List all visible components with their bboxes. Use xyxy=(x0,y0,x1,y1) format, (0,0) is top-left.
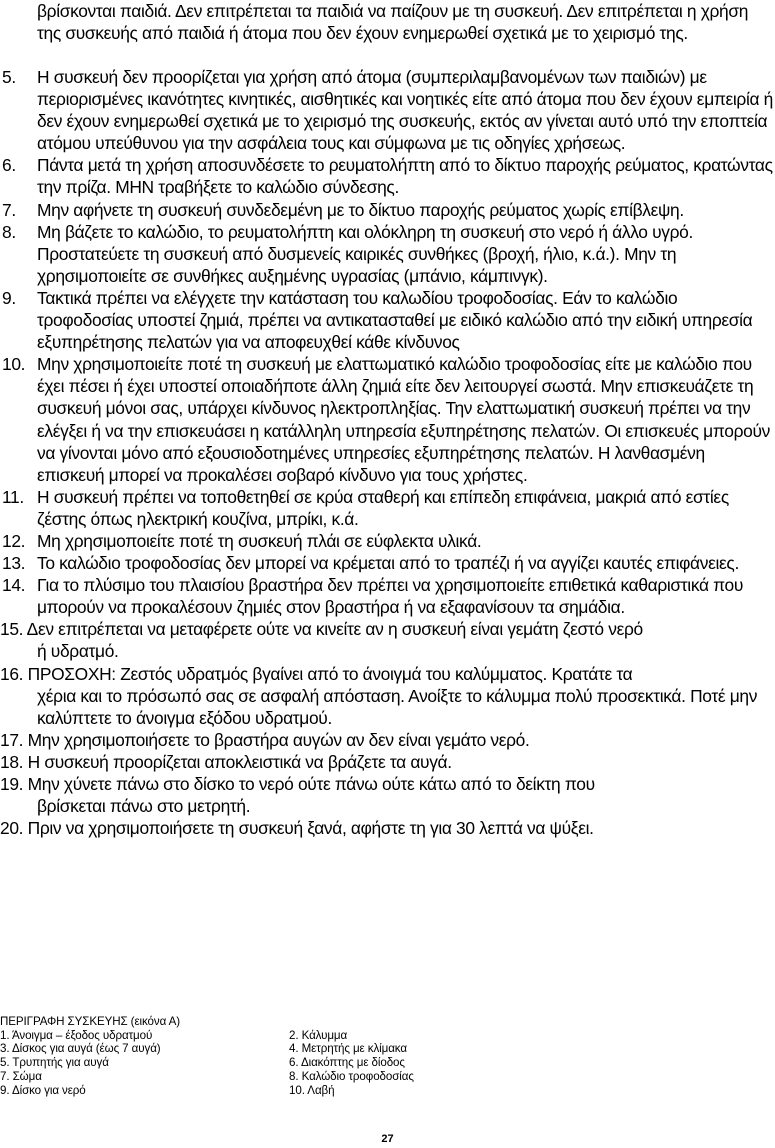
list-item xyxy=(0,199,775,221)
item-number: 13. xyxy=(2,553,26,574)
item-text: Η συσκευή προορίζεται αποκλειστικά να βράζετε τα αυγά. xyxy=(27,751,452,772)
part-item: 2. Κάλυμμα xyxy=(289,1028,348,1042)
item-number: 6. xyxy=(2,155,16,176)
list-item xyxy=(0,729,775,751)
item-number: 8. xyxy=(2,221,16,242)
item-text-continued: ή υδρατμό. xyxy=(37,641,119,662)
list-item xyxy=(0,663,775,729)
item-number: 10. xyxy=(2,354,26,375)
page-number: 27 xyxy=(381,1133,394,1145)
item-text: Δεν επιτρέπεται να μεταφέρετε ούτε να κινείτε αν η συσκευή είναι γεμάτη ζεστό νερό xyxy=(26,619,643,640)
part-item: 7. Σώμα xyxy=(0,1069,42,1083)
item-number: 14. xyxy=(2,575,26,596)
list-item xyxy=(0,552,775,574)
description-title: ΠΕΡΙΓΡΑΦΗ ΣΥΣΚΕΥΗΣ (εικόνα Α) xyxy=(0,1015,181,1028)
item-number: 19. xyxy=(0,774,24,794)
item-number: 17. xyxy=(0,729,24,750)
part-item: 1. Άνοιγμα – έξοδος υδρατμού xyxy=(0,1028,153,1042)
item-text: Μη βάζετε το καλώδιο, το ρευματολήπτη και ολόκληρη τη συσκευή στο νερό ή άλλο υγρό. Προστατεύετε τη συσκευή από δυσμενείς καιρικές συνθήκες (βροχή, ήλιο, κ.ά.). Μην τη χρησιμοποιείτε σε συνθήκες αυξημένης υγρασίας (μπάνιο, κάμπινγκ). xyxy=(37,221,693,286)
item-text: Πάντα μετά τη χρήση αποσυνδέσετε το ρευματολήπτη από το δίκτυο παροχής ρεύματος, κρατώντας την πρίζα. ΜΗΝ τραβήξετε το καλώδιο σύνδεσης. xyxy=(37,155,773,198)
list-item xyxy=(0,154,775,198)
part-item: 6. Διακόπτης με δίοδος xyxy=(289,1056,405,1070)
list-item xyxy=(0,353,775,486)
list-item xyxy=(0,773,775,817)
device-description xyxy=(0,1015,775,1097)
list-item xyxy=(0,574,775,618)
list-item xyxy=(0,817,775,839)
item-text-continued: χέρια και το πρόσωπό σας σε ασφαλή απόσταση. Ανοίξτε το κάλυμμα πολύ προσεκτικά. Ποτέ μην καλύπτετε το άνοιγμα εξόδου υδρατμού. xyxy=(37,685,758,728)
list-item xyxy=(0,486,775,530)
item-text: Μην αφήνετε τη συσκευή συνδεδεμένη με το δίκτυο παροχής ρεύματος χωρίς επίβλεψη. xyxy=(37,199,684,220)
list-item xyxy=(0,221,775,287)
list-item xyxy=(0,287,775,353)
item-number: 15. xyxy=(0,619,24,640)
part-item: 8. Καλώδιο τροφοδοσίας xyxy=(289,1069,414,1083)
item-number: 18. xyxy=(0,751,24,772)
item-text: ΠΡΟΣΟΧΗ: Ζεστός υδρατμός βγαίνει από το άνοιγμά του καλύμματος. Κρατάτε τα xyxy=(27,663,633,684)
item-text: Για το πλύσιμο του πλαισίου βραστήρα δεν πρέπει να χρησιμοποιείτε επιθετικά καθαριστικά που μπορούν να προκαλέσουν ζημιές στον βραστήρα ή να εξαφανίσουν τα σημάδια. xyxy=(37,575,744,618)
parts-list xyxy=(0,1029,775,1098)
item-text: Μην χρησιμοποιήσετε το βραστήρα αυγών αν δεν είναι γεμάτο νερό. xyxy=(27,729,530,750)
item-number: 11. xyxy=(2,486,24,507)
item-text: Μην χρησιμοποιείτε ποτέ τη συσκευή με ελαττωματικό καλώδιο τροφοδοσίας είτε με καλώδιο που έχει πέσει ή έχει υποστεί οποιαδήποτε άλλη ζημιά είτε δεν λειτουργεί σωστά. Μην επισκευάζετε τη συσκευή μόνοι σας, υπάρχει κίνδυνος ηλεκτροπληξίας. Την ελαττωματική συσκευή πρέπει να την ελέγξει ή να την επισκευάσει η κατάλληλη υπηρεσία εξυπηρέτησης πελατών. Οι επισκευές μπορούν να γίνονται μόνο από εξουσιοδοτημένες υπηρεσίες εξυπηρέτησης πελατών. Η λανθασμένη επισκευή μπορεί να προκαλέσει σοβαρό κίνδυνο για τους χρήστες. xyxy=(37,354,770,485)
item-text: Μη χρησιμοποιείτε ποτέ τη συσκευή πλάι σε εύφλεκτα υλικά. xyxy=(37,530,482,551)
list-item xyxy=(0,618,775,662)
intro-paragraph: βρίσκονται παιδιά. Δεν επιτρέπεται τα παιδιά να παίζουν με τη συσκευή. Δεν επιτρέπεται η χρήση της συσκευής από παιδιά ή άτομα που δεν έχουν ενημερωθεί σχετικά με το χειρισμό της. xyxy=(37,1,749,44)
list-item xyxy=(0,751,775,773)
item-number: 12. xyxy=(2,530,26,551)
part-item: 9. Δίσκο για νερό xyxy=(0,1083,86,1097)
item-number: 7. xyxy=(2,199,16,220)
part-item: 10. Λαβή xyxy=(289,1083,335,1097)
item-text: Τακτικά πρέπει να ελέγχετε την κατάσταση του καλωδίου τροφοδοσίας. Εάν το καλώδιο τροφοδοσίας υποστεί ζημιά, πρέπει να αντικατασταθεί με ειδικό καλώδιο από την ειδική υπηρεσία εξυπηρέτησης πελατών για να αποφευχθεί κάθε κίνδυνος xyxy=(37,287,753,353)
part-item: 3. Δίσκος για αυγά (έως 7 αυγά) xyxy=(0,1042,161,1056)
part-item: 4. Μετρητής με κλίμακα xyxy=(289,1042,407,1056)
item-text: Μην χύνετε πάνω στο δίσκο το νερό ούτε πάνω ούτε κάτω από το δείκτη που xyxy=(27,774,595,794)
item-text-continued: βρίσκεται πάνω στο μετρητή. xyxy=(37,796,251,817)
list-item xyxy=(0,66,775,154)
item-text: Πριν να χρησιμοποιήσετε τη συσκευή ξανά, αφήστε τη για 30 λεπτά να ψύξει. xyxy=(27,818,594,839)
item-number: 20. xyxy=(0,818,24,839)
item-number: 9. xyxy=(2,287,16,308)
safety-instructions-list xyxy=(0,66,775,839)
item-text: Η συσκευή δεν προορίζεται για χρήση από άτομα (συμπεριλαμβανομένων των παιδιών) με περιορισμένες ικανότητες κινητικές, αισθητικές και νοητικές είτε από άτομα που δεν έχουν εμπειρία ή δεν έχουν ενημερωθεί σχετικά με το χειρισμό της συσκευής, εκτός αν γίνεται αυτό υπό την εποπτεία ατόμου υπεύθυνου για την ασφάλεια τους και σύμφωνα με τις οδηγίες χρήσεως. xyxy=(37,67,773,154)
item-text: Η συσκευή πρέπει να τοποθετηθεί σε κρύα σταθερή και επίπεδη επιφάνεια, μακριά από εστίες ζέστης όπως ηλεκτρική κουζίνα, μπρίκι, κ.ά. xyxy=(37,486,729,529)
part-item: 5. Τρυπητής για αυγά xyxy=(0,1056,109,1070)
item-text: Το καλώδιο τροφοδοσίας δεν μπορεί να κρέμεται από το τραπέζι ή να αγγίζει καυτές επιφάνειες. xyxy=(37,553,739,574)
list-item xyxy=(0,530,775,552)
item-number: 5. xyxy=(2,67,16,87)
item-number: 16. xyxy=(0,663,24,684)
